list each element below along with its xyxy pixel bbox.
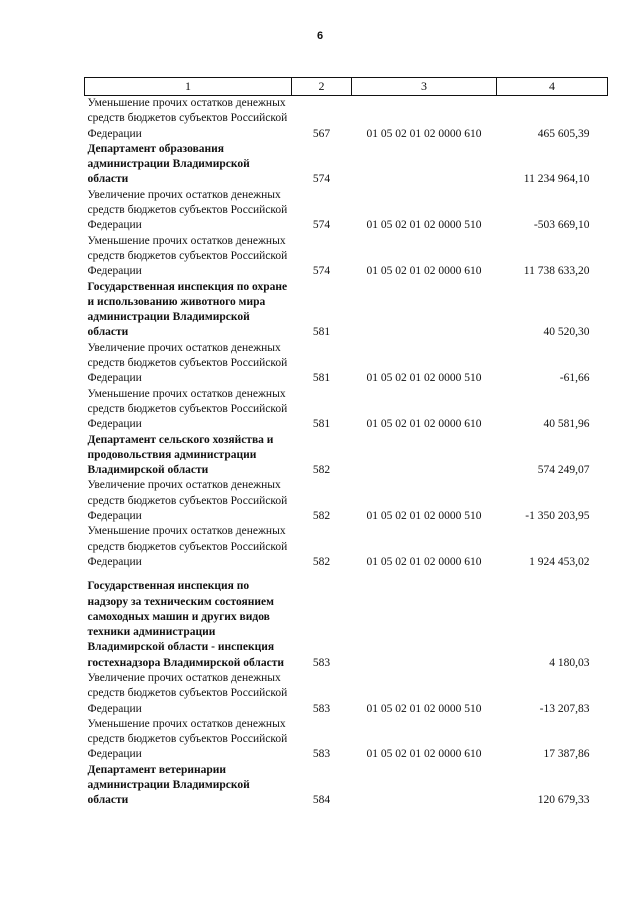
row-code: 567 (312, 127, 331, 140)
row-code: 582 (312, 555, 331, 568)
row-name: Уменьшение прочих остатков денежных средств бюджетов субъектов Российской Федерации (87, 97, 288, 140)
table-row (85, 341, 608, 387)
row-name: Государственная инспекция по охране и использованию животного мира администрации Владимирской области (87, 280, 288, 339)
row-amount: 120 679,33 (537, 794, 590, 807)
row-amount: -13 207,83 (539, 702, 590, 715)
table-row (85, 671, 608, 717)
row-name: Уменьшение прочих остатков денежных средств бюджетов субъектов Российской Федерации (87, 717, 288, 761)
header-col-1: 1 (85, 78, 292, 96)
row-name: Департамент образования администрации Владимирской области (87, 142, 250, 186)
row-name: Увеличение прочих остатков денежных средств бюджетов субъектов Российской Федерации (87, 341, 288, 385)
row-name: Увеличение прочих остатков денежных средств бюджетов субъектов Российской Федерации (87, 479, 288, 523)
row-code: 583 (312, 656, 331, 669)
row-name: Уменьшение прочих остатков денежных средств бюджетов субъектов Российской Федерации (87, 525, 288, 568)
row-code: 582 (312, 464, 331, 477)
row-kbk: 01 05 02 01 02 0000 510 (366, 219, 482, 232)
table-body (85, 96, 608, 809)
row-amount: 17 387,86 (543, 748, 590, 761)
row-code: 583 (312, 748, 331, 761)
row-kbk: 01 05 02 01 02 0000 610 (366, 265, 482, 278)
row-name: Уменьшение прочих остатков денежных средств бюджетов субъектов Российской Федерации (87, 234, 288, 278)
table-row (85, 717, 608, 763)
table-row (85, 387, 608, 433)
row-kbk (352, 570, 497, 671)
row-kbk: 01 05 02 01 02 0000 510 (366, 702, 482, 715)
budget-table (84, 77, 608, 809)
row-code: 581 (312, 372, 331, 385)
row-amount: -503 669,10 (533, 219, 590, 232)
row-name: Уменьшение прочих остатков денежных средств бюджетов субъектов Российской Федерации (87, 387, 288, 431)
row-kbk (352, 433, 497, 479)
table-row (85, 142, 608, 188)
row-code: 584 (312, 794, 331, 807)
table-row (85, 524, 608, 570)
row-kbk (352, 763, 497, 809)
row-code: 583 (312, 702, 331, 715)
row-kbk: 01 05 02 01 02 0000 510 (366, 510, 482, 523)
row-amount: 40 520,30 (543, 326, 590, 339)
row-amount: 4 180,03 (549, 656, 590, 669)
table-row (85, 478, 608, 524)
row-code: 581 (312, 418, 331, 431)
row-name: Департамент сельского хозяйства и продовольствия администрации Владимирской области (87, 433, 274, 477)
row-code: 574 (312, 219, 331, 232)
row-kbk: 01 05 02 01 02 0000 610 (366, 418, 482, 431)
row-kbk: 01 05 02 01 02 0000 610 (366, 748, 482, 761)
header-col-4: 4 (497, 78, 608, 96)
row-name: Увеличение прочих остатков денежных средств бюджетов субъектов Российской Федерации (87, 188, 288, 232)
row-code: 581 (312, 326, 331, 339)
table-row (85, 763, 608, 809)
row-amount: 574 249,07 (537, 464, 590, 477)
row-kbk: 01 05 02 01 02 0000 610 (366, 127, 482, 140)
table-row (85, 570, 608, 671)
row-amount: 40 581,96 (543, 418, 590, 431)
row-code: 574 (312, 265, 331, 278)
row-amount: 11 738 633,20 (523, 265, 590, 278)
row-kbk (352, 280, 497, 341)
row-amount: -61,66 (559, 372, 590, 385)
table-header (85, 78, 608, 96)
header-col-3: 3 (352, 78, 497, 96)
table-row (85, 280, 608, 341)
table-row (85, 433, 608, 479)
row-kbk: 01 05 02 01 02 0000 610 (366, 555, 482, 568)
row-name: Департамент ветеринарии администрации Владимирской области (87, 763, 250, 807)
row-name: Увеличение прочих остатков денежных средств бюджетов субъектов Российской Федерации (87, 671, 288, 715)
table-row (85, 188, 608, 234)
table-row (85, 234, 608, 280)
header-col-2: 2 (292, 78, 352, 96)
header-row (85, 78, 608, 96)
row-amount: 11 234 964,10 (523, 173, 590, 186)
row-code: 582 (312, 510, 331, 523)
row-name: Государственная инспекция по надзору за техническим состоянием самоходных машин и других видов техники администрации Владимирской области - инспекция гостехнадзора Владимирской области (87, 580, 285, 669)
page-number: 6 (316, 30, 324, 42)
row-kbk (352, 142, 497, 188)
row-code: 574 (312, 173, 331, 186)
row-amount: 1 924 453,02 (529, 555, 590, 568)
row-amount: -1 350 203,95 (525, 510, 590, 523)
row-kbk: 01 05 02 01 02 0000 510 (366, 372, 482, 385)
table-row (85, 96, 608, 142)
row-amount: 465 605,39 (537, 127, 590, 140)
